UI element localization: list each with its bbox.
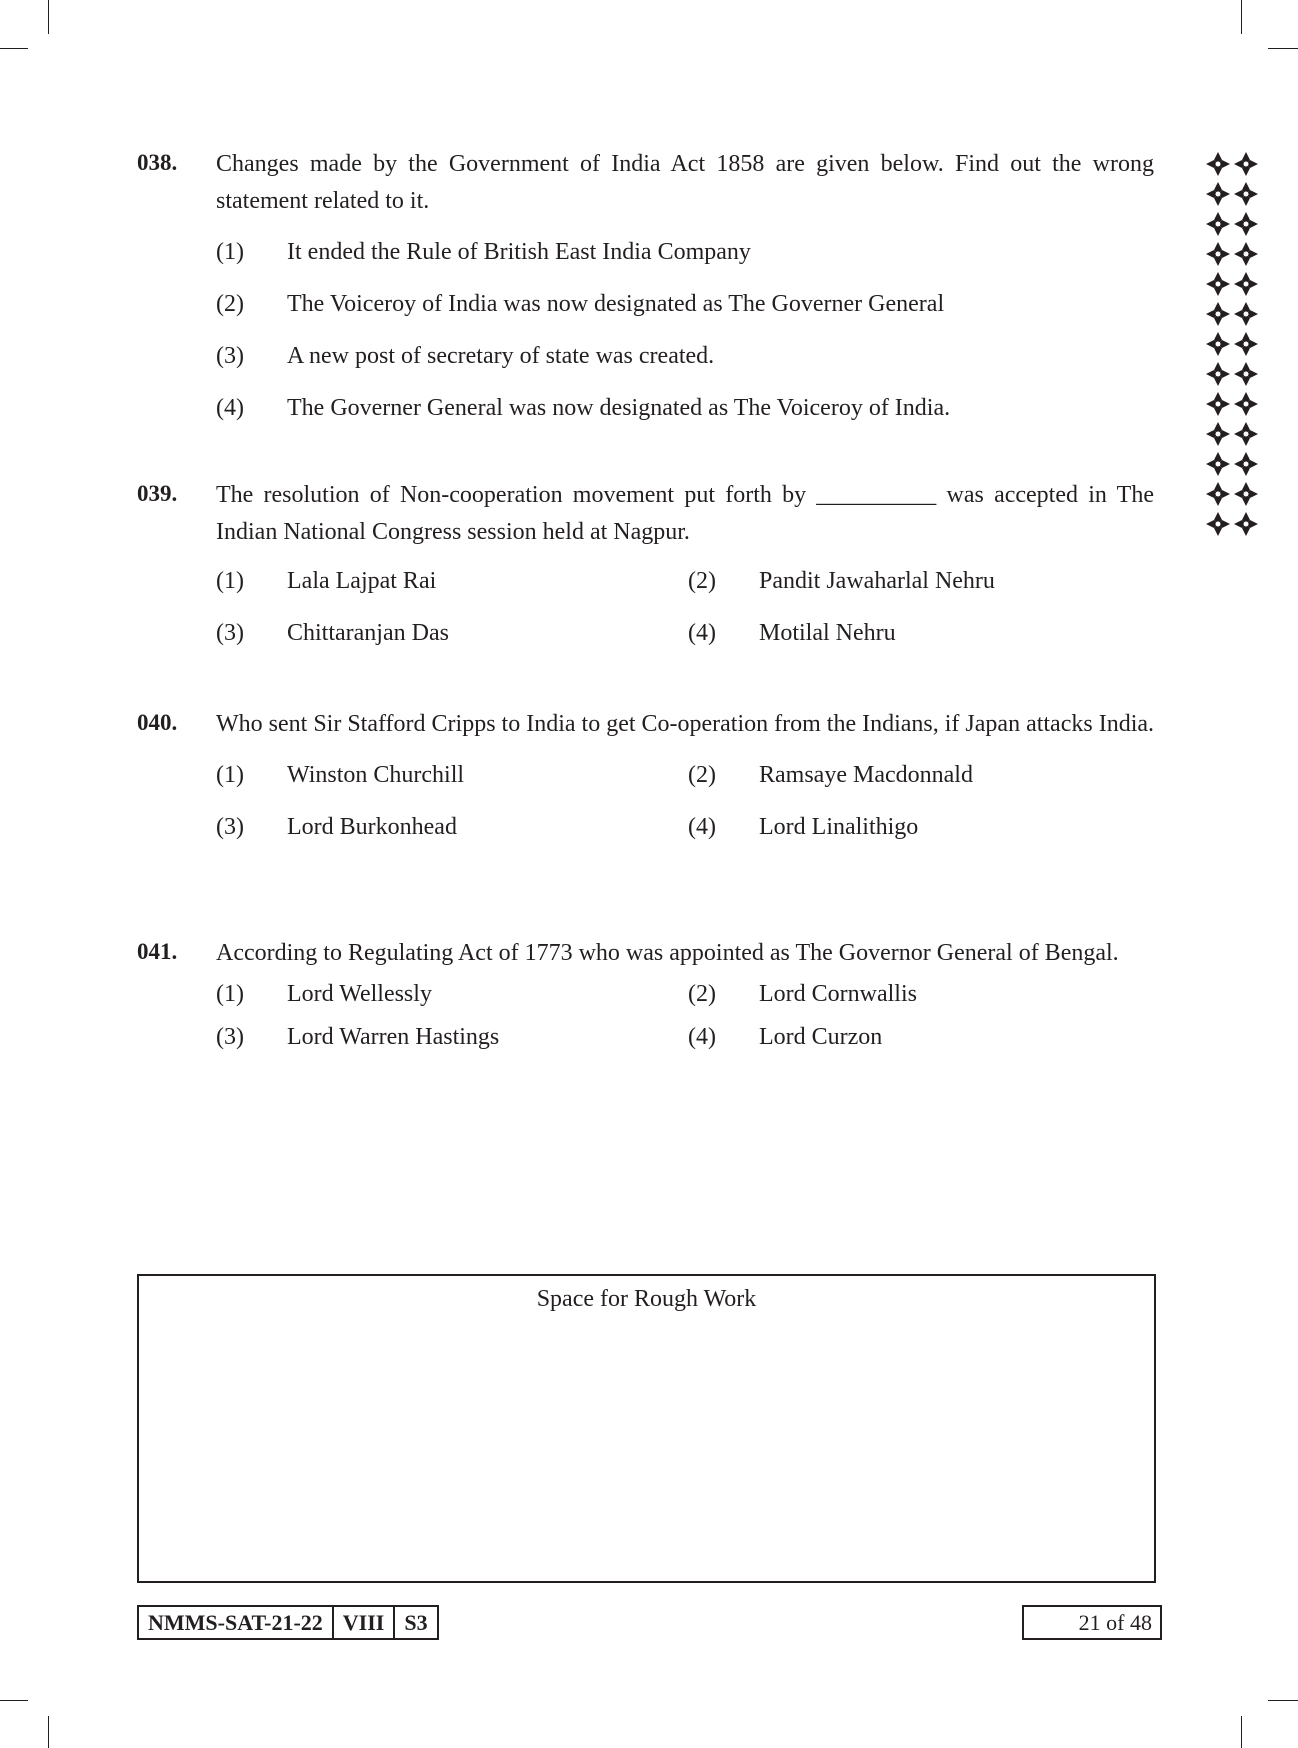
cross-ornament-icon [1206,392,1230,416]
cross-ornament-icon [1206,182,1230,206]
option-number: (4) [688,1024,716,1050]
question-number: 038. [137,150,178,175]
option-4 [688,1019,882,1056]
cross-ornament-icon [1206,422,1230,446]
decorative-ornament-column [1204,150,1260,540]
option-text: Chittaranjan Das [287,620,449,646]
option-row [216,390,1154,442]
question-039 [137,477,1154,667]
option-number: (3) [216,620,244,646]
options-list [216,563,1154,667]
cross-ornament-icon [1206,302,1230,326]
option-text: Lord Warren Hastings [287,1024,500,1050]
option-number: (1) [216,762,244,788]
option-text: Lord Wellessly [287,981,432,1007]
exam-class: VIII [334,1607,396,1638]
option-text: Winston Churchill [287,762,465,788]
option-3 [216,615,449,652]
cross-ornament-icon [1234,152,1258,176]
option-1 [216,976,432,1013]
option-text: Ramsaye Macdonnald [759,762,973,788]
option-3 [216,809,457,846]
cross-ornament-icon [1206,152,1230,176]
option-1 [216,563,436,600]
page-number: 21 of 48 [1022,1605,1162,1640]
question-text: The resolution of Non-cooperation movement put forth by __________ was accepted in The Indian National Congress session held at Nagpur. [216,482,1154,545]
cross-ornament-icon [1234,182,1258,206]
cross-ornament-icon [1234,302,1258,326]
question-number: 039. [137,481,178,506]
option-number: (2) [688,762,716,788]
option-text: Motilal Nehru [759,620,896,646]
option-row [216,757,1154,809]
option-text: Lala Lajpat Rai [287,568,437,594]
cross-ornament-icon [1234,362,1258,386]
option-2 [216,286,944,323]
option-2 [688,976,917,1013]
cross-ornament-icon [1234,332,1258,356]
option-number: (2) [688,568,716,594]
option-number: (3) [216,343,244,369]
exam-code: NMMS-SAT-21-22 [139,1607,334,1638]
option-row [216,338,1154,390]
option-row [216,809,1154,861]
crop-mark-bottom-left-horizontal [0,1700,28,1701]
option-number: (1) [216,568,244,594]
option-4 [216,390,950,427]
option-number: (2) [216,291,244,317]
cross-ornament-icon [1206,362,1230,386]
option-row [216,615,1154,667]
option-4 [688,615,896,652]
option-number: (4) [688,814,716,840]
cross-ornament-icon [1234,392,1258,416]
option-number: (4) [216,395,244,421]
option-number: (2) [688,981,716,1007]
option-1 [216,757,464,794]
question-040 [137,706,1154,861]
cross-ornament-icon [1206,452,1230,476]
cross-ornament-icon [1234,242,1258,266]
option-text: A new post of secretary of state was created. [287,343,715,369]
option-number: (3) [216,814,244,840]
cross-ornament-icon [1206,242,1230,266]
option-2 [688,757,973,794]
cross-ornament-icon [1206,512,1230,536]
option-text: Lord Curzon [759,1024,883,1050]
cross-ornament-icon [1234,482,1258,506]
crop-mark-top-left-horizontal [0,48,28,49]
cross-ornament-icon [1234,422,1258,446]
crop-mark-top-left-vertical [48,0,49,34]
option-2 [688,563,995,600]
question-number: 040. [137,710,178,735]
option-text: Pandit Jawaharlal Nehru [759,568,995,594]
option-number: (3) [216,1024,244,1050]
option-text: Lord Linalithigo [759,814,919,840]
option-row [216,976,1154,1019]
options-list [216,234,1154,442]
cross-ornament-icon [1234,512,1258,536]
option-text: Lord Cornwallis [759,981,917,1007]
option-row [216,286,1154,338]
ornament-pattern-icon [1204,150,1260,540]
question-text: According to Regulating Act of 1773 who was appointed as The Governor General of Bengal. [216,940,1119,966]
exam-set: S3 [404,1610,428,1635]
options-list [216,757,1154,861]
option-number: (4) [688,620,716,646]
crop-mark-bottom-right-horizontal [1268,1700,1298,1701]
option-text: The Voiceroy of India was now designated as The Governer General [287,291,945,317]
question-041 [137,935,1154,1062]
rough-work-box [137,1274,1156,1583]
cross-ornament-icon [1206,212,1230,236]
crop-mark-bottom-left-vertical [48,1716,49,1748]
option-number: (1) [216,239,244,265]
question-text: Changes made by the Government of India Act 1858 are given below. Find out the wrong statement related to it. [216,151,1154,214]
cross-ornament-icon [1234,212,1258,236]
option-3 [216,338,714,375]
rough-work-title: Space for Rough Work [536,1286,757,1312]
option-row [216,563,1154,615]
option-text: It ended the Rule of British East India Company [287,239,751,265]
question-number: 041. [137,939,178,964]
options-list [216,976,1154,1062]
option-row [216,1019,1154,1062]
option-text: The Governer General was now designated as The Voiceroy of India. [287,395,951,421]
option-3 [216,1019,499,1056]
cross-ornament-icon [1206,332,1230,356]
question-text: Who sent Sir Stafford Cripps to India to get Co-operation from the Indians, if Japan attacks India. [216,711,1155,737]
crop-mark-top-right-vertical [1241,0,1242,34]
option-number: (1) [216,981,244,1007]
option-row [216,234,1154,286]
crop-mark-top-right-horizontal [1268,48,1298,49]
cross-ornament-icon [1206,482,1230,506]
question-038 [137,146,1154,442]
cross-ornament-icon [1206,272,1230,296]
cross-ornament-icon [1234,452,1258,476]
option-text: Lord Burkonhead [287,814,457,840]
exam-code-box [137,1605,439,1640]
crop-mark-bottom-right-vertical [1241,1716,1242,1748]
option-4 [688,809,918,846]
cross-ornament-icon [1234,272,1258,296]
option-1 [216,234,751,271]
